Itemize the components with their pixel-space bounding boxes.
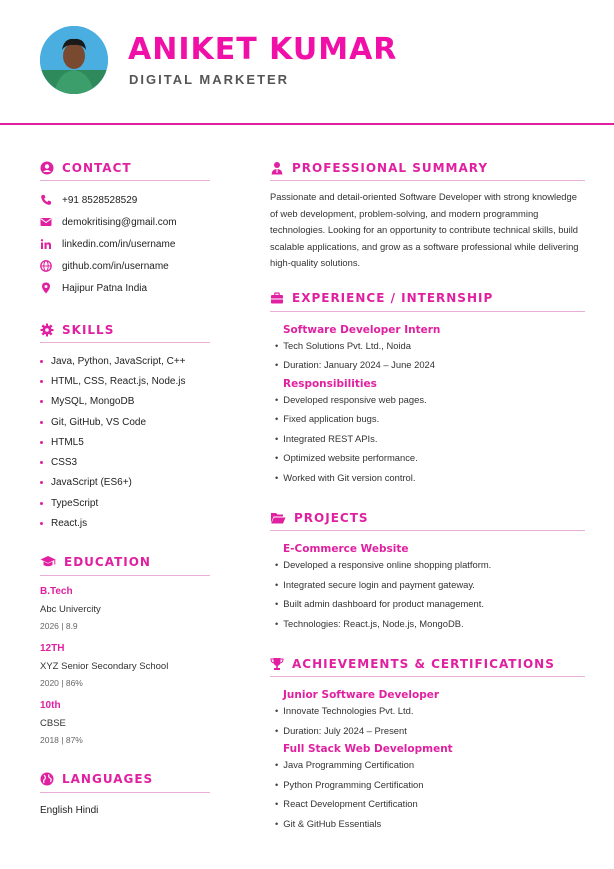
certification-item: • Java Programming Certification [275,755,585,775]
gear-icon [40,323,54,337]
user-circle-icon [40,161,54,175]
project-point: • Integrated secure login and payment gateway. [275,575,585,595]
summary-text: Passionate and detail-oriented Software Developer with strong knowledge of web development, problem-solving, and modern programming technologies. Looking for an opportunity to contribute technical skills, build scalable applications, and grow as a software professional while delivering high-quality solutions. [270,191,579,268]
school: XYZ Senior Secondary School [40,660,169,672]
skill-item: HTML5 [40,432,210,452]
location-pin-icon [40,282,52,294]
responsibilities-title: Responsibilities [283,377,377,390]
summary-section [270,155,585,272]
globe-icon [40,772,54,786]
contact-email [40,211,210,233]
education-entry [40,700,210,745]
achievements-heading [270,651,585,677]
contact-github [40,255,210,277]
contact-location [40,277,210,299]
education-entry [40,586,210,631]
certification-title: Full Stack Web Development [283,743,453,755]
education-entry [40,643,210,688]
responsibility-item: • Worked with Git version control. [275,468,585,488]
education-heading [40,550,210,576]
degree: B.Tech [40,585,73,597]
contact-github-text: github.com/in/username [62,260,169,272]
achievement-role: Junior Software Developer [283,689,440,701]
education-meta: 2020 | 86% [40,677,83,688]
right-column [270,155,585,833]
skill-item: JavaScript (ES6+) [40,473,210,493]
candidate-name: ANIKET KUMAR [128,32,398,67]
degree: 10th [40,699,61,711]
user-tie-icon [270,161,284,175]
avatar [40,26,108,94]
skill-item: Java, Python, JavaScript, C++ [40,351,210,371]
skills-heading [40,317,210,343]
project-point: • Technologies: React.js, Node.js, MongoDB. [275,614,585,634]
skill-item: Git, GitHub, VS Code [40,412,210,432]
responsibility-item: • Optimized website performance. [275,448,585,468]
education-title: EDUCATION [64,555,151,570]
certification-item: • Python Programming Certification [275,775,585,795]
certification-item: • React Development Certification [275,794,585,814]
contact-linkedin-text: linkedin.com/in/username [62,238,176,250]
skill-item: MySQL, MongoDB [40,392,210,412]
skill-item: React.js [40,513,210,533]
contact-phone-text: +91 8528528529 [62,194,138,206]
degree: 12TH [40,642,65,654]
contact-title: CONTACT [62,160,132,175]
skill-item: TypeScript [40,493,210,513]
achievement-duration: • Duration: July 2024 – Present [275,721,585,741]
contact-email-text: demokritising@gmail.com [62,216,177,228]
responsibility-item: • Integrated REST APIs. [275,429,585,449]
summary-heading [270,155,585,181]
candidate-role: DIGITAL MARKETER [129,72,290,87]
company: • Tech Solutions Pvt. Ltd., Noida [275,336,585,356]
projects-title: PROJECTS [294,510,369,525]
certification-item: • Git & GitHub Essentials [275,814,585,834]
school: CBSE [40,717,66,729]
header-divider [0,123,614,125]
briefcase-icon [270,291,284,305]
job-title: Software Developer Intern [283,323,441,336]
contact-linkedin [40,233,210,255]
skills-section [40,317,210,534]
languages-title: LANGUAGES [62,772,154,787]
education-meta: 2026 | 8.9 [40,620,78,631]
projects-heading [270,505,585,531]
folder-open-icon [270,511,286,525]
phone-icon [40,194,52,206]
languages-text: English Hindi [40,804,99,816]
experience-heading [270,286,585,312]
project-title: E-Commerce Website [283,543,409,555]
globe-icon [40,260,52,272]
skill-item: HTML, CSS, React.js, Node.js [40,371,210,391]
email-icon [40,216,52,228]
contact-heading [40,155,210,181]
experience-section [270,286,585,488]
achievements-title: ACHIEVEMENTS & CERTIFICATIONS [292,656,555,671]
left-column [40,155,210,816]
languages-section [40,767,210,816]
education-meta: 2018 | 87% [40,734,83,745]
duration: • Duration: January 2024 – June 2024 [275,355,585,375]
responsibility-item: • Fixed application bugs. [275,409,585,429]
linkedin-icon [40,238,52,250]
resume-header [0,0,614,124]
responsibility-item: • Developed responsive web pages. [275,390,585,410]
project-point: • Built admin dashboard for product management. [275,594,585,614]
contact-phone [40,189,210,211]
achievements-section [270,651,585,833]
languages-heading [40,767,210,793]
summary-title: PROFESSIONAL SUMMARY [292,160,489,175]
project-point: • Developed a responsive online shopping platform. [275,555,585,575]
experience-title: EXPERIENCE / INTERNSHIP [292,291,494,305]
contact-section [40,155,210,299]
skills-title: SKILLS [62,322,115,337]
graduation-cap-icon [40,555,56,569]
projects-section [270,505,585,633]
contact-location-text: Hajipur Patna India [62,282,148,294]
school: Abc Univercity [40,603,101,615]
trophy-icon [270,657,284,671]
skill-item: CSS3 [40,452,210,472]
education-section [40,550,210,745]
achievement-company: • Innovate Technologies Pvt. Ltd. [275,701,585,721]
